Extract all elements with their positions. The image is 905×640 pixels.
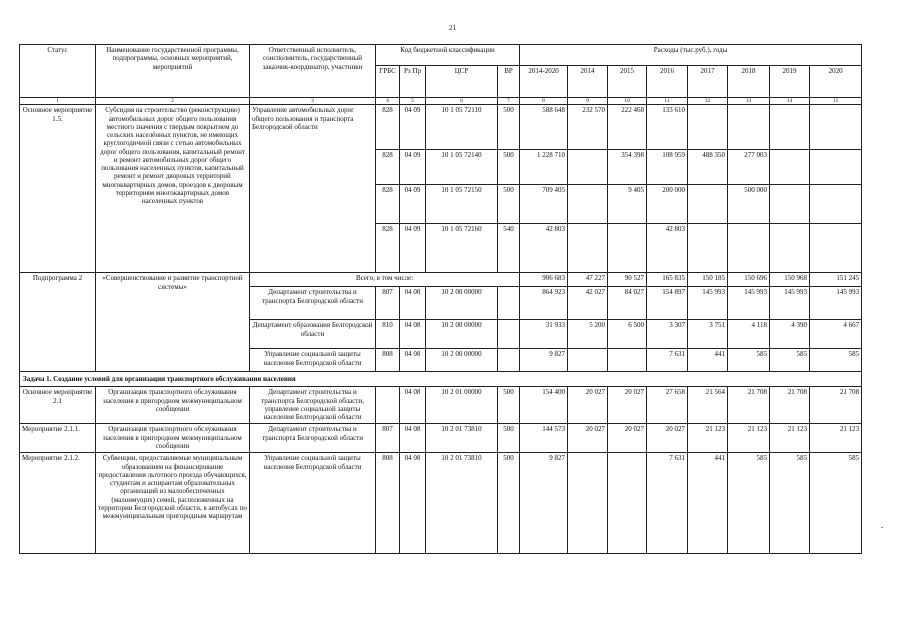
column-index: 7: [498, 98, 520, 105]
task-title: Задача 1. Создание условий для организации транспортного обслуживания населения: [20, 372, 862, 387]
column-index: 13: [728, 98, 770, 105]
column-index: 10: [608, 98, 647, 105]
cell-value: 9 405: [608, 185, 647, 224]
cell-value: [728, 105, 770, 150]
cell-vr: 500: [498, 150, 520, 185]
cell-value: [688, 105, 728, 150]
column-index-row: [20, 98, 862, 105]
cell-value: [568, 453, 608, 554]
header-vr: ВР: [498, 66, 520, 98]
cell-value: [568, 349, 608, 372]
header-year: 2014-2020: [520, 66, 568, 98]
cell-value: 277 003: [728, 150, 770, 185]
row-status: Мероприятие 2.1.1.: [20, 424, 96, 453]
cell-value: 441: [688, 349, 728, 372]
cell-value: 20 027: [568, 424, 608, 453]
header-year: 2020: [810, 66, 862, 98]
cell-value: 3 307: [647, 320, 688, 349]
cell-grbs: [376, 387, 400, 424]
column-index: 15: [810, 98, 862, 105]
cell-rzpr: 04 08: [400, 453, 426, 554]
cell-csr: 10 2 00 00000: [426, 320, 498, 349]
cell-rzpr: 04 08: [400, 320, 426, 349]
cell-value: 9 827: [520, 453, 568, 554]
row-status: Основное мероприятие 2.1: [20, 387, 96, 424]
header-csr: ЦСР: [426, 66, 498, 98]
cell-value: 108 959: [647, 150, 688, 185]
cell-vr: 500: [498, 185, 520, 224]
cell-grbs: 807: [376, 424, 400, 453]
cell-csr: 10 2 01 00000: [426, 387, 498, 424]
page-number: 21: [449, 24, 456, 32]
cell-rzpr: 04 08: [400, 287, 426, 320]
cell-value: 20 027: [647, 424, 688, 453]
cell-value: 154 400: [520, 387, 568, 424]
cell-value: [770, 224, 810, 273]
column-index: 4: [376, 98, 400, 105]
cell-value: 21 708: [810, 387, 862, 424]
cell-csr: 10 1 05 72140: [426, 150, 498, 185]
row-executor: Департамент строительства и транспорта Белгородской области: [250, 424, 376, 453]
header-status: Статус: [20, 45, 96, 98]
cell-value: 7 631: [647, 349, 688, 372]
cell-rzpr: 04 08: [400, 349, 426, 372]
column-index: 2: [96, 98, 250, 105]
row-name: Субвенции, предоставляемые муниципальным образованиям на финансирование предоставления льготного проезда обучающихся, студентам и аспирантам образовательных организаций из малообеспеченных (малоимущих) семей, расположенных на территории Белгородской области, в автобусах по межмуниципальным пригородным маршрутам: [96, 453, 250, 554]
column-index: 6: [426, 98, 498, 105]
cell-value: [568, 224, 608, 273]
cell-value: [688, 224, 728, 273]
cell-value: [568, 150, 608, 185]
cell-csr: 10 1 05 72160: [426, 224, 498, 273]
cell-value: 90 527: [608, 273, 647, 287]
table-row: [20, 273, 862, 287]
row-status: Мероприятие 2.1.2.: [20, 453, 96, 554]
header-year: 2016: [647, 66, 688, 98]
cell-value: 150 185: [688, 273, 728, 287]
cell-value: 145 993: [770, 287, 810, 320]
cell-value: 4 118: [728, 320, 770, 349]
header-year: 2015: [608, 66, 647, 98]
cell-value: 4 667: [810, 320, 862, 349]
cell-vr: 500: [498, 387, 520, 424]
column-index: 1: [20, 98, 96, 105]
table-row: [20, 453, 862, 554]
cell-value: 585: [770, 349, 810, 372]
cell-vr: [498, 287, 520, 320]
cell-grbs: 807: [376, 287, 400, 320]
cell-value: 84 027: [608, 287, 647, 320]
column-index: 9: [568, 98, 608, 105]
margin-mark: -: [881, 523, 884, 531]
row-total-label: Всего, в том числе:: [250, 273, 520, 287]
cell-value: 21 123: [688, 424, 728, 453]
cell-value: [810, 224, 862, 273]
cell-value: 21 123: [770, 424, 810, 453]
header-grbs: ГРБС: [376, 66, 400, 98]
cell-value: 1 228 710: [520, 150, 568, 185]
cell-value: 232 570: [568, 105, 608, 150]
row-name: Организация транспортного обслуживания населения в пригородном межмуниципальном сообщении: [96, 387, 250, 424]
row-status: Основное мероприятие 1.5.: [20, 105, 96, 273]
row-name: «Совершенствование и развитие транспортной системы»: [96, 273, 250, 372]
header-year: 2014: [568, 66, 608, 98]
column-index: 12: [688, 98, 728, 105]
cell-value: 151 245: [810, 273, 862, 287]
table-row: [20, 105, 862, 150]
cell-value: 150 968: [770, 273, 810, 287]
column-index: 5: [400, 98, 426, 105]
cell-value: 145 993: [810, 287, 862, 320]
cell-value: 42 027: [568, 287, 608, 320]
cell-value: [810, 150, 862, 185]
row-name: Субсидия на строительство (реконструкцию) автомобильных дорог общего пользования местного значения с твердым покрытием до сельских населённых пунктов, не имеющих круглогодичной связи с сетью автомобильных дорог общего пользования, капитальный ремонт и ремонт автомобильных дорог общего пользования населенных пунктов, капитальный ремонт и ремонт дворовых территорий многоквартирных домов, проездов к дворовым территориям многоквартирных домов населенных пунктов: [96, 105, 250, 273]
cell-rzpr: 04 08: [400, 424, 426, 453]
cell-value: [608, 349, 647, 372]
cell-vr: 500: [498, 105, 520, 150]
cell-value: 31 933: [520, 320, 568, 349]
cell-value: 354 398: [608, 150, 647, 185]
cell-value: 7 631: [647, 453, 688, 554]
cell-value: 27 658: [647, 387, 688, 424]
cell-value: 21 564: [688, 387, 728, 424]
cell-value: 21 123: [728, 424, 770, 453]
task-row: [20, 372, 862, 387]
cell-value: 6 500: [608, 320, 647, 349]
header-row: [20, 45, 862, 66]
cell-value: 145 993: [688, 287, 728, 320]
cell-grbs: 828: [376, 105, 400, 150]
row-executor: Управление социальной защиты населения Белгородской области: [250, 453, 376, 554]
cell-vr: 500: [498, 453, 520, 554]
cell-value: 585: [810, 453, 862, 554]
cell-value: 42 803: [520, 224, 568, 273]
cell-value: 222 468: [608, 105, 647, 150]
cell-value: 165 835: [647, 273, 688, 287]
header-program: Наименование государственной программы, подпрограммы, основных мероприятий, мероприятий: [96, 45, 250, 98]
cell-value: 5 200: [568, 320, 608, 349]
cell-value: [770, 105, 810, 150]
header-executor: Ответственный исполнитель, соисполнитель, государственный заказчик-координатор, участники: [250, 45, 376, 98]
cell-value: 145 993: [728, 287, 770, 320]
cell-vr: 500: [498, 424, 520, 453]
row-name: Организация транспортного обслуживания населения в пригородном межмуниципальном сообщении: [96, 424, 250, 453]
row-executor: Управление социальной защиты населения Белгородской области: [250, 349, 376, 372]
cell-value: 200 000: [647, 185, 688, 224]
cell-rzpr: 04 08: [400, 387, 426, 424]
cell-csr: 10 1 05 72150: [426, 185, 498, 224]
cell-rzpr: 04 09: [400, 224, 426, 273]
cell-value: 144 573: [520, 424, 568, 453]
column-index: 11: [647, 98, 688, 105]
cell-value: 500 000: [728, 185, 770, 224]
cell-value: [810, 185, 862, 224]
cell-value: 20 027: [568, 387, 608, 424]
cell-value: 20 027: [608, 424, 647, 453]
cell-value: 906 683: [520, 273, 568, 287]
cell-rzpr: 04 09: [400, 185, 426, 224]
cell-csr: 10 1 05 72110: [426, 105, 498, 150]
header-code-group: Код бюджетной классификации: [376, 45, 520, 66]
cell-csr: 10 2 01 73810: [426, 424, 498, 453]
header-year: 2018: [728, 66, 770, 98]
cell-value: 21 708: [728, 387, 770, 424]
cell-value: 585: [728, 349, 770, 372]
row-executor: Департамент строительства и транспорта Белгородской области: [250, 287, 376, 320]
row-executor: Департамент образования Белгородской области: [250, 320, 376, 349]
cell-value: 150 696: [728, 273, 770, 287]
row-executor: Департамент строительства и транспорта Белгородской области, управление социальной защиты населения Белгородской области: [250, 387, 376, 424]
cell-value: [770, 150, 810, 185]
cell-value: [608, 224, 647, 273]
cell-value: [608, 453, 647, 554]
cell-grbs: 808: [376, 349, 400, 372]
column-index: 8: [520, 98, 568, 105]
row-status: Подпрограмма 2: [20, 273, 96, 372]
header-expenses-group: Расходы (тыс.руб.), годы: [520, 45, 862, 66]
cell-value: 709 405: [520, 185, 568, 224]
cell-value: [810, 105, 862, 150]
table-row: [20, 424, 862, 453]
cell-value: 4 390: [770, 320, 810, 349]
cell-value: 21 123: [810, 424, 862, 453]
cell-csr: 10 2 00 00000: [426, 349, 498, 372]
cell-csr: 10 2 00 00000: [426, 287, 498, 320]
cell-value: 585: [810, 349, 862, 372]
cell-value: 154 897: [647, 287, 688, 320]
column-index: 3: [250, 98, 376, 105]
header-rzpr: Рз Пр: [400, 66, 426, 98]
cell-value: 42 803: [647, 224, 688, 273]
cell-vr: [498, 320, 520, 349]
cell-value: 585: [728, 453, 770, 554]
cell-value: [728, 224, 770, 273]
cell-csr: 10 2 01 73810: [426, 453, 498, 554]
cell-value: 21 708: [770, 387, 810, 424]
cell-value: 20 027: [608, 387, 647, 424]
cell-rzpr: 04 09: [400, 105, 426, 150]
header-year: 2019: [770, 66, 810, 98]
cell-grbs: 828: [376, 185, 400, 224]
cell-grbs: 828: [376, 150, 400, 185]
header-year: 2017: [688, 66, 728, 98]
cell-rzpr: 04 09: [400, 150, 426, 185]
table-row: [20, 387, 862, 424]
cell-vr: 540: [498, 224, 520, 273]
budget-table: [19, 44, 862, 554]
cell-grbs: 808: [376, 453, 400, 554]
column-index: 14: [770, 98, 810, 105]
cell-value: 585: [770, 453, 810, 554]
cell-value: [770, 185, 810, 224]
cell-value: 133 610: [647, 105, 688, 150]
cell-grbs: 810: [376, 320, 400, 349]
cell-value: [688, 185, 728, 224]
cell-value: 3 751: [688, 320, 728, 349]
cell-value: 488 350: [688, 150, 728, 185]
cell-value: 864 923: [520, 287, 568, 320]
cell-value: [568, 185, 608, 224]
cell-value: 441: [688, 453, 728, 554]
cell-value: 588 648: [520, 105, 568, 150]
cell-grbs: 828: [376, 224, 400, 273]
cell-vr: [498, 349, 520, 372]
cell-value: 9 827: [520, 349, 568, 372]
row-executor: Управление автомобильных дорог общего пользования и транспорта Белгородской области: [250, 105, 376, 273]
cell-value: 47 227: [568, 273, 608, 287]
